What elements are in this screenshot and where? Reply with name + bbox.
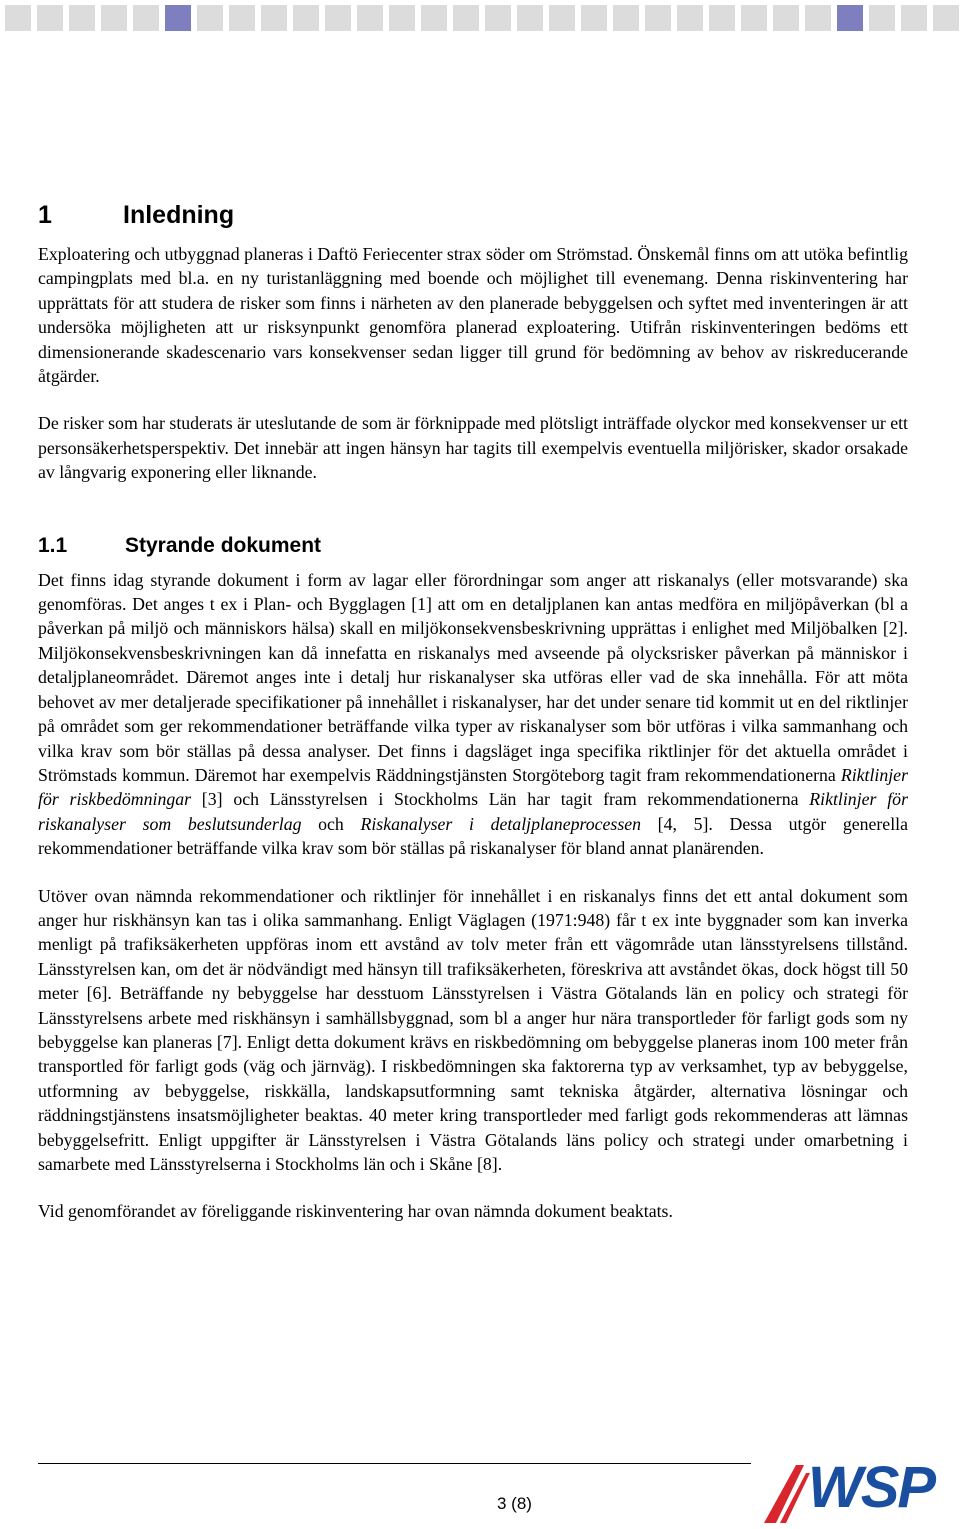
header-square [357, 5, 383, 31]
header-square [517, 5, 543, 31]
header-square [197, 5, 223, 31]
subsection-number: 1.1 [38, 533, 68, 557]
header-square [613, 5, 639, 31]
scope-paragraph: De risker som har studerats är uteslutande de som är förknippade med plötsligt inträffade olyckor med konsekvenser ur ett personsäkerhetsperspektiv. Det innebär att ingen hänsyn har tagits till exempelvis eventuella miljörisker, skador orsakade av långvarig exponering eller liknande. [38, 413, 908, 483]
header-square [773, 5, 799, 31]
text-run: [4, 5]. Dessa utgör generella rekommendationer beträffande vilka krav som bör ställas på riskanalyser för bland annat planärenden. [38, 813, 908, 859]
doc-title-riskanalyser-beslutsunderlag: Riktlinjer för riskanalyser som beslutsunderlag [38, 789, 908, 834]
header-square [837, 5, 863, 31]
header-square [709, 5, 735, 31]
header-square [453, 5, 479, 31]
header-square [869, 5, 895, 31]
header-square [261, 5, 287, 31]
header-square [549, 5, 575, 31]
subsection-heading [38, 531, 908, 561]
section-heading [38, 198, 908, 232]
logo-stripes [764, 1465, 810, 1523]
header-square [229, 5, 255, 31]
header-square [389, 5, 415, 31]
text-run: Det finns idag styrande dokument i form av lagar eller förordningar som anger att riskanalys (eller motsvarande) ska genomföras. Det anges t ex i Plan- och Bygglagen [1] att om en detaljplanen kan antas medföra en miljöpåverkan (bl a påverkan på miljö och människors hälsa) skall en miljökonsekvensbeskrivning upprättas i enlighet med Miljöbalken [2]. Miljökonsekvensbeskrivningen kan då innefatta en riskanalys med avseende på olycksrisker påverkan på människor i detaljplaneområdet. Däremot anges inte i detalj hur riskanalyser ska utföras eller vad de ska innehålla. För att möta behovet av mer detaljerade specifikationer på innehållet i riskanalyser, har det under senare tid kommit ut en del riktlinjer på området som ger rekommendationer beträffande vilka typer av riskanalyser som bör utföras i vilka sammanhang och vilka krav som bör ställas på dessa analyser. Det finns i dagsläget inga specifika riktlinjer för det aktuella området i Strömstads kommun. Däremot har exempelvis Räddningstjänsten Storgöteborg tagit fram rekommendationerna [38, 569, 908, 785]
section-number: 1 [38, 201, 52, 229]
header-square [933, 5, 959, 31]
header-square [133, 5, 159, 31]
doc-title-riskbedomningar: Riktlinjer för riskbedömningar [38, 764, 908, 810]
text-run: och [301, 813, 361, 834]
header-square [805, 5, 831, 31]
logo-wordmark: WSP [808, 1455, 935, 1520]
governing-documents-paragraph [38, 568, 908, 861]
header-square [485, 5, 511, 31]
subsection-title: Styrande dokument [125, 533, 322, 557]
document-body [38, 198, 908, 1247]
header-square [645, 5, 671, 31]
intro-paragraph: Exploatering och utbyggnad planeras i Daftö Feriecenter strax söder om Strömstad. Önskemål finns om att utöka befintlig campingplats med bl.a. en ny turistanläggning med boende och möjlighet till evenemang. Denna riskinventering har upprättats för att studera de risker som finns i närheten av den planerade bebyggelsen och syftet med inventeringen är att undersöka möjligheten att ur risksynpunkt genomföra planerad exploatering. Utifrån riskinventeringen bedöms ett dimensionerande skadescenario vars konsekvenser sedan ligger till grund för bedömning av behov av riskreducerande åtgärder. [38, 244, 908, 387]
header-decoration [0, 5, 960, 33]
header-square [581, 5, 607, 31]
header-square [69, 5, 95, 31]
header-square [325, 5, 351, 31]
header-square [677, 5, 703, 31]
doc-title-detaljplaneprocessen: Riskanalyser i detaljplaneprocessen [360, 813, 642, 834]
text-run: [3] och Länsstyrelsen i Stockholms Län har tagit fram rekommendationerna [191, 789, 810, 810]
page-number: 3 (8) [497, 1494, 532, 1513]
header-square [421, 5, 447, 31]
header-square [101, 5, 127, 31]
footer-divider [38, 1463, 751, 1464]
regulations-paragraph: Utöver ovan nämnda rekommendationer och riktlinjer för innehållet i en riskanalys finns det ett antal dokument som anger hur riskhänsyn kan tas i olika sammanhang. Enligt Väglagen (1971:948) får t ex inte byggnader som kan inverka menligt på trafiksäkerheten uppföras inom ett avstånd av tolv meter från ett vägområde utan länsstyrelsens tillstånd. Länsstyrelsen kan, om det är nödvändigt med hänsyn till trafiksäkerheten, föreskriva att avståndet ökas, dock högst till 50 meter [6]. Beträffande ny bebyggelse har desstuom Länsstyrelsen i Västra Götalands län en policy och strategi för Länsstyrelsens arbete med riskhänsyn i samhällsbyggnad, som bl a anger hur nära transportleder för farligt gods som ny bebyggelse kan planeras [7]. Enligt detta dokument krävs en riskbedömning om bebyggelse planeras inom 100 meter från transportled för farligt gods (väg och järnväg). I riskbedömningen ska faktorerna typ av verksamhet, typ av bebyggelse, utformning av bebyggelse, riskkälla, landskapsutformning samt tekniska åtgärder, alternativa lösningar och räddningstjänstens insatsmöjligheter beaktas. 40 meter kring transportleder med farligt gods rekommenderas att lämnas bebyggelsefritt. Enligt uppgifter är Länsstyrelsen i Västra Götalands läns policy och strategi under omarbetning i samarbete med Länsstyrelserna i Stockholms län och i Skåne [8]. [38, 885, 908, 1174]
section-title: Inledning [123, 201, 235, 229]
header-square [901, 5, 927, 31]
conclusion-paragraph: Vid genomförandet av föreliggande riskinventering har ovan nämnda dokument beaktats. [38, 1201, 673, 1222]
header-square [5, 5, 31, 31]
header-square [293, 5, 319, 31]
header-square [37, 5, 63, 31]
wsp-logo [762, 1455, 958, 1525]
header-square [165, 5, 191, 31]
header-square [741, 5, 767, 31]
